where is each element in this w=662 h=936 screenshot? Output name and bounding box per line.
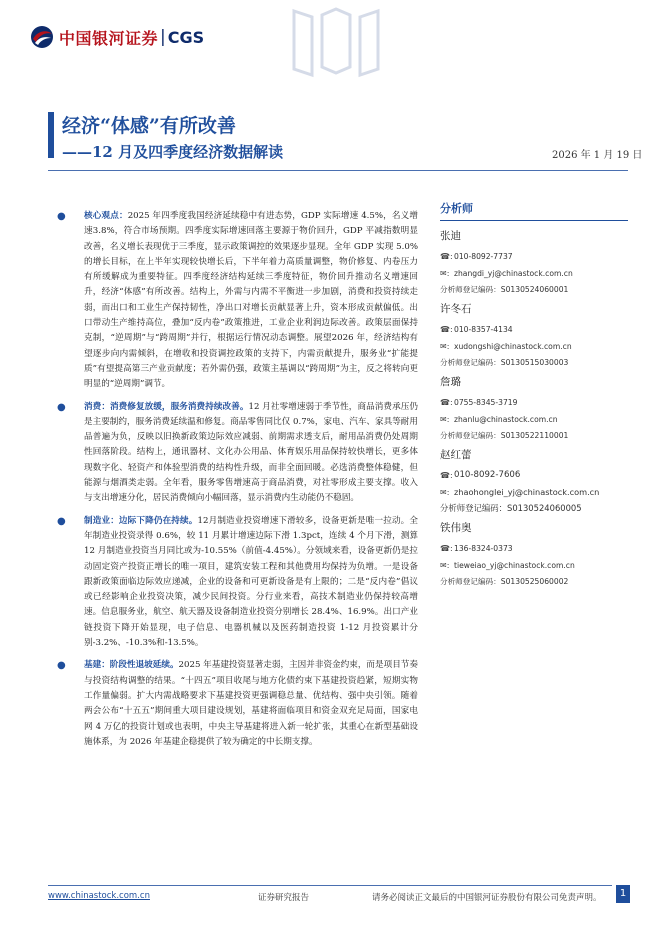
phone-icon: ☎: <box>440 544 453 553</box>
header-divider <box>48 170 628 171</box>
section-text: 12 月社零增速弱于季节性，商品消费承压仍是主要制约，服务消费延续温和修复。商品零售同比仅 0.7%，家电、汽车、家具等耐用品普遍为负，反映以旧换新政策边际效应减弱、前期需求透支后，耐用品消费仍处周期性回落阶段。结构上，通讯器材、文化办公用品、体育娱乐用品保持较快增长，更多体现数字化、轻资产和体验型消费的结构性升级，而非全面回暖。必选消费整体稳健，但能源与烟酒类走弱。全年看，服务零售增速高于商品消费，对社零形成主要支撑。收入与支出增速分化，居民消费倾向小幅回落，显示消费内生动能仍不稳固。 <box>84 401 418 504</box>
bullet-icon: ● <box>57 660 66 672</box>
footer-divider <box>48 885 612 886</box>
analyst-registration: 分析师登记编码：S0130525060002 <box>440 577 569 586</box>
footer-website-link[interactable]: www.chinastock.com.cn <box>48 891 150 901</box>
analyst-phone: 010-8092-7606 <box>454 470 521 480</box>
analyst-name: 许冬石 <box>440 303 472 315</box>
email-icon: ✉: <box>440 342 450 351</box>
bullet-icon: ● <box>57 401 66 413</box>
analyst-card <box>440 228 628 297</box>
report-title: 经济“体感”有所改善 <box>62 115 236 137</box>
analyst-email[interactable]: xudongshi@chinastock.com.cn <box>454 342 572 351</box>
logo-separator: | <box>160 27 166 47</box>
analyst-phone: 010-8092-7737 <box>454 252 513 261</box>
title-accent-bar <box>48 112 54 158</box>
section-lead: 制造业：边际下降仍在持续。 <box>84 515 198 526</box>
watermark-logo-icon <box>286 5 386 83</box>
analyst-name: 詹璐 <box>440 376 461 388</box>
analyst-registration: 分析师登记编码：S0130524060001 <box>440 285 569 294</box>
section-core-view <box>54 209 418 393</box>
section-consumption <box>54 400 418 507</box>
analyst-phone: 010-8357-4134 <box>454 325 513 334</box>
footer-doc-type: 证券研究报告 <box>258 893 310 903</box>
footer-disclaimer: 请务必阅读正文最后的中国银河证券股份有限公司免责声明。 <box>372 893 602 903</box>
analyst-phone: 0755-8345-3719 <box>454 398 518 407</box>
email-icon: ✉: <box>440 488 450 497</box>
analyst-heading: 分析师 <box>440 200 628 221</box>
section-text: 12月制造业投资增速下滑较多，设备更新是唯一拉动。全年制造业投资录得 0.6%，较 11 月累计增速边际下滑 1.3pct，连续 4 个月下滑，测算 12 月制造业投资当月同比或为-10.55%（前值-4.45%）。分领域来看，设备更新仍是拉动固定资产投资正增长的唯一项目，建筑安装工程和其他费用均保持为负增。一是设备跟新政策面临边际效应递减，企业的设备和可更新设备是有上限的；二是“反内卷”倡议或已经影响企业投资决策，减少民间投资。分行业来看，高技术制造业仍保持较高增速。信息服务业，航空、航天器及设备制造业投资分别增长 28.4%、16.9%。出口产业链投资下降开始显现，电子信息、电器机械以及医药制造投资 1-12 月投资累计分别-3.2%、-10.3%和-13.5%。 <box>84 515 418 649</box>
galaxy-logo-icon <box>30 25 54 49</box>
analyst-sidebar <box>440 200 628 593</box>
logo-english-name: CGS <box>167 27 205 47</box>
analyst-card <box>440 447 628 516</box>
analyst-card <box>440 301 628 370</box>
analyst-email[interactable]: zhaohonglei_yj@chinastock.com.cn <box>454 487 600 497</box>
section-lead: 消费：消费修复放缓，服务消费持续改善。 <box>84 401 249 412</box>
page-number: 1 <box>616 885 630 903</box>
analyst-name: 赵红蕾 <box>440 449 472 461</box>
phone-icon: ☎: <box>440 252 453 261</box>
section-text: 2025 年基建投资显著走弱，主因并非资金约束，而是项目节奏与投资结构调整的结果。“十四五”项目收尾与地方化债约束下基建投资趋紧，短期实物工作量偏弱。扩大内需战略要求下基建投资更强调稳总量、优结构、强中央引领。随着两会公布“十五五”期间重大项目建设规划，基建将面临项目和资金双充足局面，国家电网 4 万亿的投资计划或也表明，中央主导基建将进入新一轮扩张，其重心在新型基础设施体系，为 2026 年基建企稳提供了较为确定的中长期支撑。 <box>84 660 418 747</box>
section-text: 2025 年四季度我国经济延续稳中有进态势，GDP 实际增速 4.5%，名义增速3.8%，符合市场预期。四季度实际增速回落主要源于物价回升，GDP 平减指数明显改善，名义增长表现优于三季度，显示政策调控的效果逐步显现。全年 GDP 实现 5.0%的增长目标，在上半年实现较快增长后，下半年着力高质量调整，物价修复、内卷压力有所缓解成为重要特征。四季度经济结构延续三季度特征，物价回升推动名义增速回升，经济“体感”有所改善。结构上，外需与内需不平衡进一步加剧，消费和投资持续走弱，而出口和工业生产保持韧性，净出口对增长贡献显著上升，资本形成贡献偏低。出口带动生产维持高位，叠加“反内卷”政策推进，工业企业利润边际改善。政策层面保持克制，“逆周期”与“跨周期”并行，根据运行情况动态调整。展望2026 年，经济结构有望逐步向内需倾斜，在增收和投资调控政策的支持下，内需贡献提升，服务业“扩能提质”有望提高第三产业贡献度；若外需仍强，政策主基调以“跨周期”为主，反之将转向更明显的“逆周期”调节。 <box>84 211 418 390</box>
analyst-registration: 分析师登记编码：S0130524060005 <box>440 503 582 513</box>
phone-icon: ☎: <box>440 471 453 480</box>
bullet-icon: ● <box>57 211 66 222</box>
analyst-name: 铁伟奥 <box>440 522 472 534</box>
company-logo <box>30 20 204 54</box>
analyst-email[interactable]: tieweiao_yj@chinastock.com.cn <box>454 561 575 570</box>
analyst-registration: 分析师登记编码：S0130515030003 <box>440 358 569 367</box>
phone-icon: ☎: <box>440 398 453 407</box>
section-lead: 基建：阶段性退坡延续。 <box>84 660 179 671</box>
analyst-card <box>440 374 628 443</box>
section-infrastructure <box>54 658 418 750</box>
report-subtitle: ——12 月及四季度经济数据解读 <box>62 143 284 161</box>
logo-chinese-name: 中国银河证券 <box>59 28 159 48</box>
bullet-icon: ● <box>57 515 66 527</box>
analyst-card <box>440 520 628 589</box>
analyst-email[interactable]: zhangdi_yj@chinastock.com.cn <box>454 269 573 278</box>
email-icon: ✉: <box>440 561 450 570</box>
analyst-name: 张迪 <box>440 230 461 242</box>
report-body <box>54 209 418 750</box>
phone-icon: ☎: <box>440 325 453 334</box>
email-icon: ✉: <box>440 415 450 424</box>
section-lead: 核心观点： <box>84 211 128 221</box>
analyst-phone: 136-8324-0373 <box>454 544 513 553</box>
email-icon: ✉: <box>440 269 450 278</box>
analyst-registration: 分析师登记编码：S0130522110001 <box>440 431 569 440</box>
section-manufacturing <box>54 514 418 652</box>
analyst-email[interactable]: zhanlu@chinastock.com.cn <box>454 415 558 424</box>
report-date: 2026 年 1 月 19 日 <box>552 150 643 161</box>
